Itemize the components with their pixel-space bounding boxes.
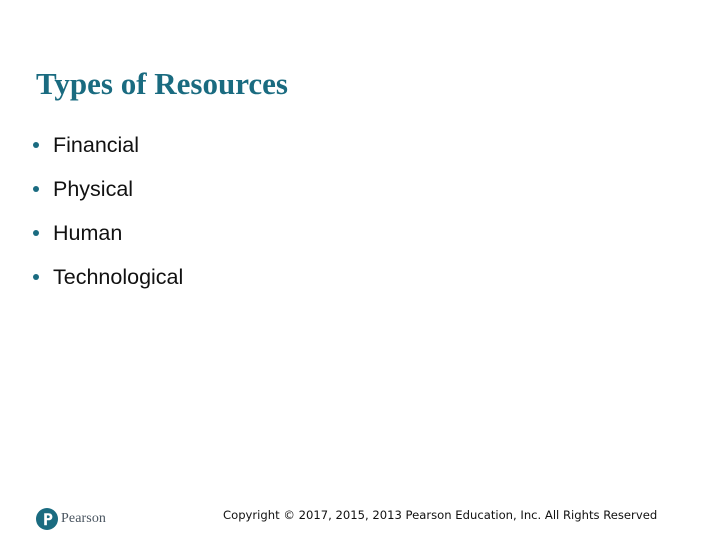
bullet-dot-icon — [33, 230, 39, 236]
bullet-list — [33, 123, 183, 299]
list-item — [33, 211, 183, 255]
pearson-logo — [36, 506, 106, 531]
bullet-label: Financial — [53, 132, 140, 157]
bullet-label: Human — [53, 220, 123, 245]
slide-title: Types of Resources — [36, 66, 288, 101]
bullet-label: Physical — [53, 176, 134, 201]
bullet-dot-icon — [33, 274, 39, 280]
pearson-logo-icon — [36, 508, 58, 530]
bullet-label: Technological — [53, 264, 184, 289]
list-item — [33, 167, 183, 211]
bullet-dot-icon — [33, 186, 39, 192]
bullet-dot-icon — [33, 142, 39, 148]
logo-wordmark: Pearson — [61, 510, 107, 526]
copyright-notice: Copyright © 2017, 2015, 2013 Pearson Education, Inc. All Rights Reserved — [223, 508, 658, 522]
list-item — [33, 123, 183, 167]
list-item — [33, 255, 183, 299]
